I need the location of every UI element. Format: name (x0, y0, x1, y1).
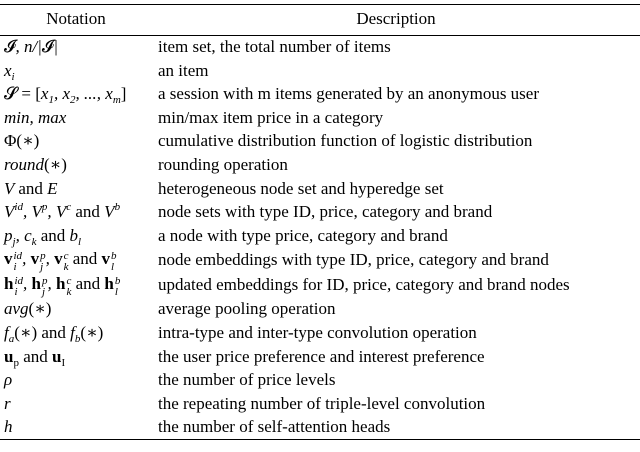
notation-cell: Φ(∗) (4, 131, 40, 151)
description-cell: item set, the total number of items (158, 37, 391, 57)
table-row (0, 321, 640, 345)
table-row (0, 345, 640, 369)
description-cell: heterogeneous node set and hyperedge set (158, 178, 444, 198)
notation-cell: $u_p$ and $u_I$ (4, 346, 66, 369)
description-column-header: Description (356, 9, 436, 28)
description-cell: a node with type price, category and brand (158, 225, 448, 245)
notation-cell: h (4, 417, 13, 437)
notation-cell: 𝓢 = [$x_1$, $x_2$, ..., $x_m$] (4, 84, 127, 107)
description-cell: average pooling operation (158, 299, 336, 319)
table-row (0, 369, 640, 393)
notation-cell: $f_a(∗)$ and $f_b(∗)$ (4, 322, 104, 345)
table-row (0, 130, 640, 154)
table-row (0, 298, 640, 322)
description-cell: the number of price levels (158, 370, 336, 390)
description-cell: a session with m items generated by an anonymous user (158, 84, 540, 104)
description-cell: intra-type and inter-type convolution operation (158, 322, 477, 342)
notation-cell: V and E (4, 178, 58, 198)
description-cell: the number of self-attention heads (158, 417, 391, 437)
description-cell: node embeddings with type ID, price, category and brand (158, 250, 549, 270)
notation-cell: h id i , h p j , h c k and h b l (4, 273, 121, 298)
notation-cell: min, max (4, 107, 67, 127)
table-row (0, 392, 640, 416)
table-header-row (0, 5, 640, 36)
description-cell: the repeating number of triple-level convolution (158, 393, 486, 413)
table-row (0, 248, 640, 273)
description-cell: the user price preference and interest preference (158, 346, 485, 366)
notation-cell: $x_i$ (4, 60, 15, 83)
notation-column-header: Notation (46, 9, 106, 28)
table-row (0, 153, 640, 177)
table-row (0, 224, 640, 248)
table-row (0, 177, 640, 201)
description-cell: cumulative distribution function of logistic distribution (158, 131, 533, 151)
notation-cell: round(∗) (4, 155, 67, 175)
description-cell: node sets with type ID, price, category and brand (158, 202, 493, 222)
notation-cell: ρ (4, 370, 13, 390)
table-row (0, 35, 640, 59)
description-cell: rounding operation (158, 155, 288, 175)
table-row (0, 106, 640, 130)
notation-cell: v id i , v p j , v c k and v b l (4, 248, 117, 273)
table-row (0, 273, 640, 298)
notation-cell: r (4, 393, 11, 413)
description-cell: min/max item price in a category (158, 107, 384, 127)
table-row (0, 83, 640, 107)
table-row (0, 59, 640, 83)
table-row (0, 416, 640, 440)
notation-table (0, 4, 640, 440)
notation-cell: $V^{id}$, $V^p$, $V^c$ and $V^b$ (4, 201, 121, 222)
description-cell: updated embeddings for ID, price, category and brand nodes (158, 275, 570, 295)
description-cell: an item (158, 60, 209, 80)
notation-cell: $p_j$, $c_k$ and $b_l$ (4, 225, 82, 248)
notation-cell: 𝓘, n/|𝓘| (4, 37, 59, 57)
notation-cell: avg(∗) (4, 299, 52, 319)
table-row (0, 201, 640, 225)
